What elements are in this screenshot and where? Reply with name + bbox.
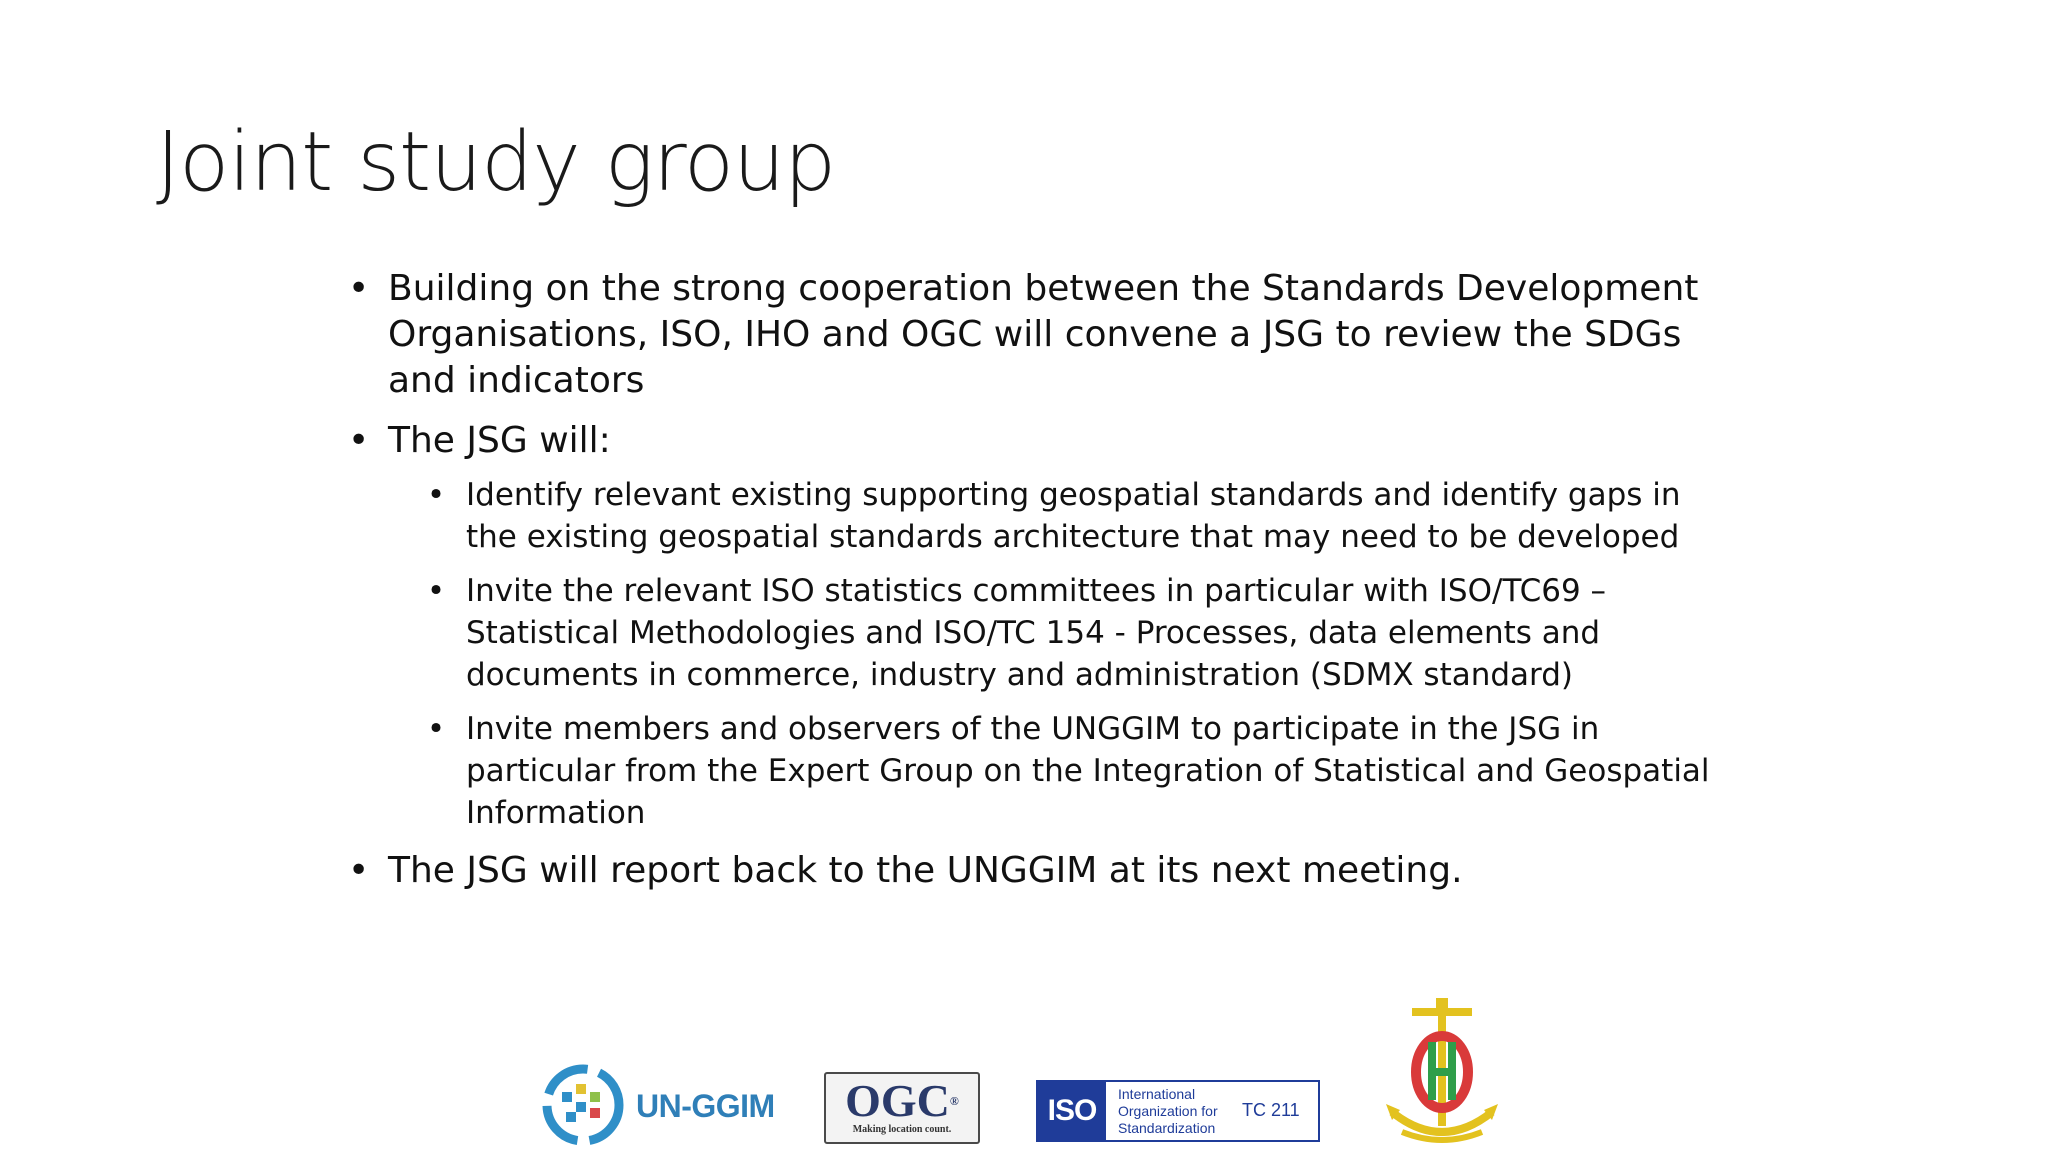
bullet-marker: • — [426, 573, 446, 609]
sub-bullet-list — [388, 474, 1728, 834]
globe-logo-icon — [540, 1062, 626, 1148]
sub-bullet-text: Identify relevant existing supporting geospatial standards and identify gaps in the existing geospatial standards architecture that may need to be developed — [466, 477, 1681, 555]
bullet-item — [348, 418, 1728, 834]
logo-strip — [0, 980, 2048, 1152]
unggim-wordmark: UN-GGIM — [636, 1088, 775, 1124]
bullet-marker: • — [348, 850, 370, 891]
bullet-text: Building on the strong cooperation between the Standards Development Organisations, ISO, IHO and OGC will convene a JSG to review the SDGs and indicators — [388, 268, 1699, 401]
bullet-marker: • — [348, 268, 370, 309]
iso-wordmark: ISO — [1047, 1094, 1097, 1127]
bullet-marker: • — [426, 711, 446, 747]
iso-box — [1038, 1082, 1106, 1140]
unggim-logo — [540, 1066, 780, 1146]
sub-bullet-item — [426, 474, 1728, 558]
bullet-marker: • — [426, 477, 446, 513]
bullet-text: The JSG will: — [388, 420, 611, 461]
bullet-marker: • — [348, 420, 370, 461]
bullet-item — [348, 266, 1728, 404]
slide-body — [348, 266, 1728, 908]
ogc-wordmark: OGC® — [845, 1075, 959, 1126]
ogc-logo — [824, 1072, 980, 1144]
sub-bullet-item — [426, 708, 1728, 834]
iho-emblem-icon — [1378, 992, 1506, 1152]
sub-bullet-text: Invite the relevant ISO statistics committees in particular with ISO/TC69 – Statistical Methodologies and ISO/TC 154 - Processes, data elements and documents in commerce, industry and administration (SDMX standard) — [466, 573, 1607, 693]
sub-bullet-text: Invite members and observers of the UNGGIM to participate in the JSG in particular from the Expert Group on the Integration of Statistical and Geospatial Information — [466, 711, 1710, 831]
iso-name: International Organization for Standardization — [1118, 1086, 1218, 1136]
sub-bullet-item — [426, 570, 1728, 696]
iso-tc-label: TC 211 — [1242, 1100, 1300, 1120]
iho-logo — [1378, 992, 1506, 1152]
bullet-item — [348, 848, 1728, 894]
bullet-list — [348, 266, 1728, 894]
slide-title: Joint study group — [156, 115, 836, 210]
bullet-text: The JSG will report back to the UNGGIM at its next meeting. — [388, 850, 1463, 891]
ogc-tagline: Making location count. — [852, 1124, 952, 1135]
iso-tc211-logo — [1036, 1080, 1320, 1142]
